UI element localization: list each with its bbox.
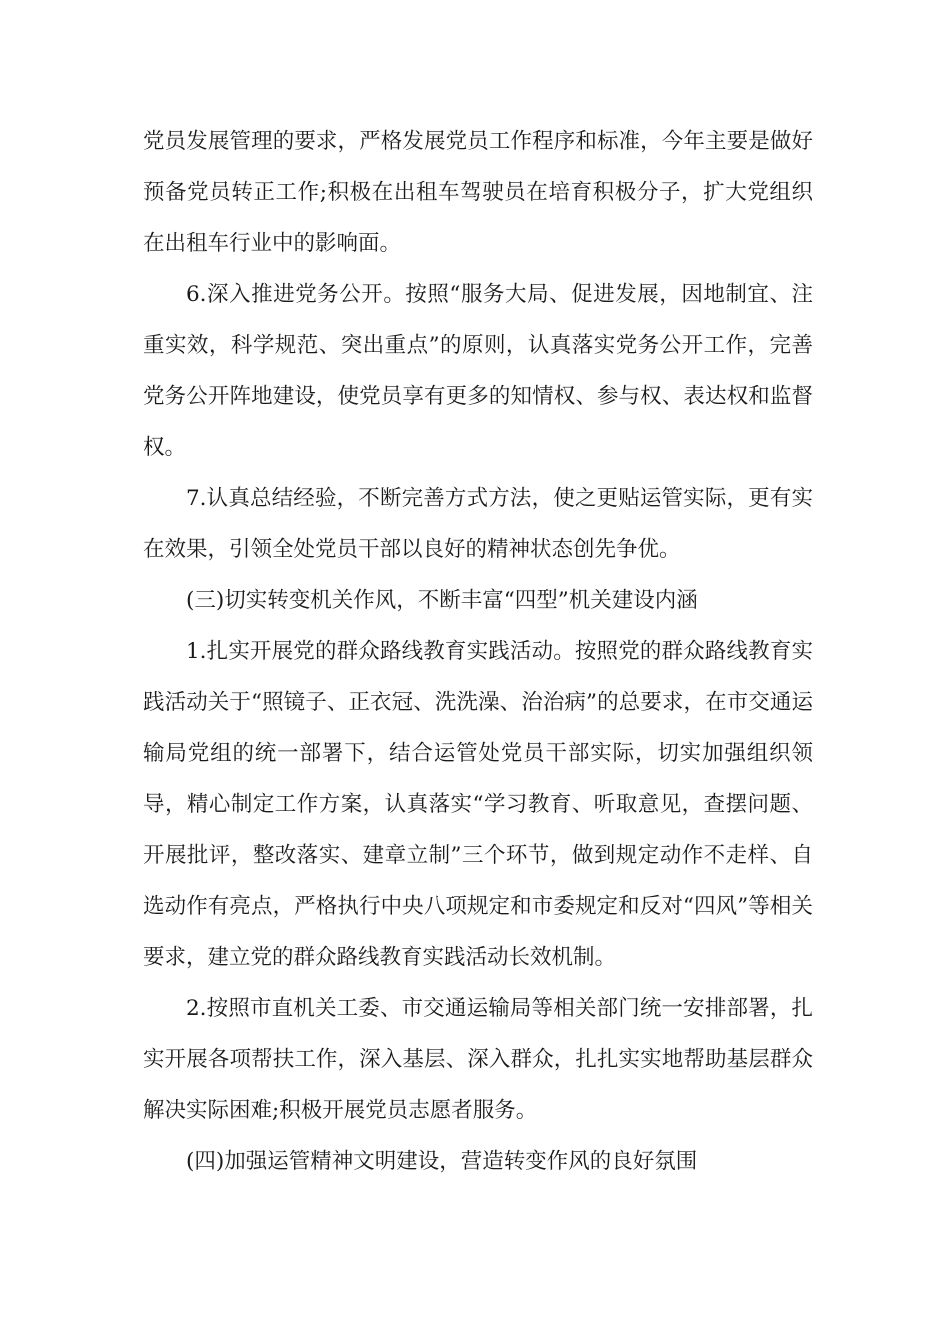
paragraph-item-7-summarize-experience: 7.认真总结经验，不断完善方式方法，使之更贴运管实际，更有实在效果，引领全处党员干部以良好的精神状态创先争优。 [143, 486, 813, 562]
section-heading-4: (四)加强运管精神文明建设，营造转变作风的良好氛围 [186, 1149, 698, 1174]
paragraph-party-member-development: 党员发展管理的要求，严格发展党员工作程序和标准，今年主要是做好预备党员转正工作;积极在出租车驾驶员在培育积极分子，扩大党组织在出租车行业中的影响面。 [143, 129, 813, 256]
paragraph-item-6-party-affairs: 6.深入推进党务公开。按照“服务大局、促进发展，因地制宜、注重实效，科学规范、突出重点”的原则，认真落实党务公开工作，完善党务公开阵地建设，使党员享有更多的知情权、参与权、表达权和监督权。 [143, 282, 813, 460]
section-heading-3: (三)切实转变机关作风，不断丰富“四型”机关建设内涵 [186, 588, 698, 613]
paragraph-item-1-mass-line: 1.扎实开展党的群众路线教育实践活动。按照党的群众路线教育实践活动关于“照镜子、正衣冠、洗洗澡、治治病”的总要求，在市交通运输局党组的统一部署下，结合运管处党员干部实际，切实加强组织领导，精心制定工作方案，认真落实“学习教育、听取意见，查摆问题、开展批评，整改落实、建章立制”三个环节，做到规定动作不走样、自选动作有亮点，严格执行中央八项规定和市委规定和反对“四风”等相关要求，建立党的群众路线教育实践活动长效机制。 [143, 639, 813, 970]
document-body [143, 116, 813, 1187]
paragraph-item-2-assistance: 2.按照市直机关工委、市交通运输局等相关部门统一安排部署，扎实开展各项帮扶工作，深入基层、深入群众，扎扎实实地帮助基层群众解决实际困难;积极开展党员志愿者服务。 [143, 996, 813, 1123]
